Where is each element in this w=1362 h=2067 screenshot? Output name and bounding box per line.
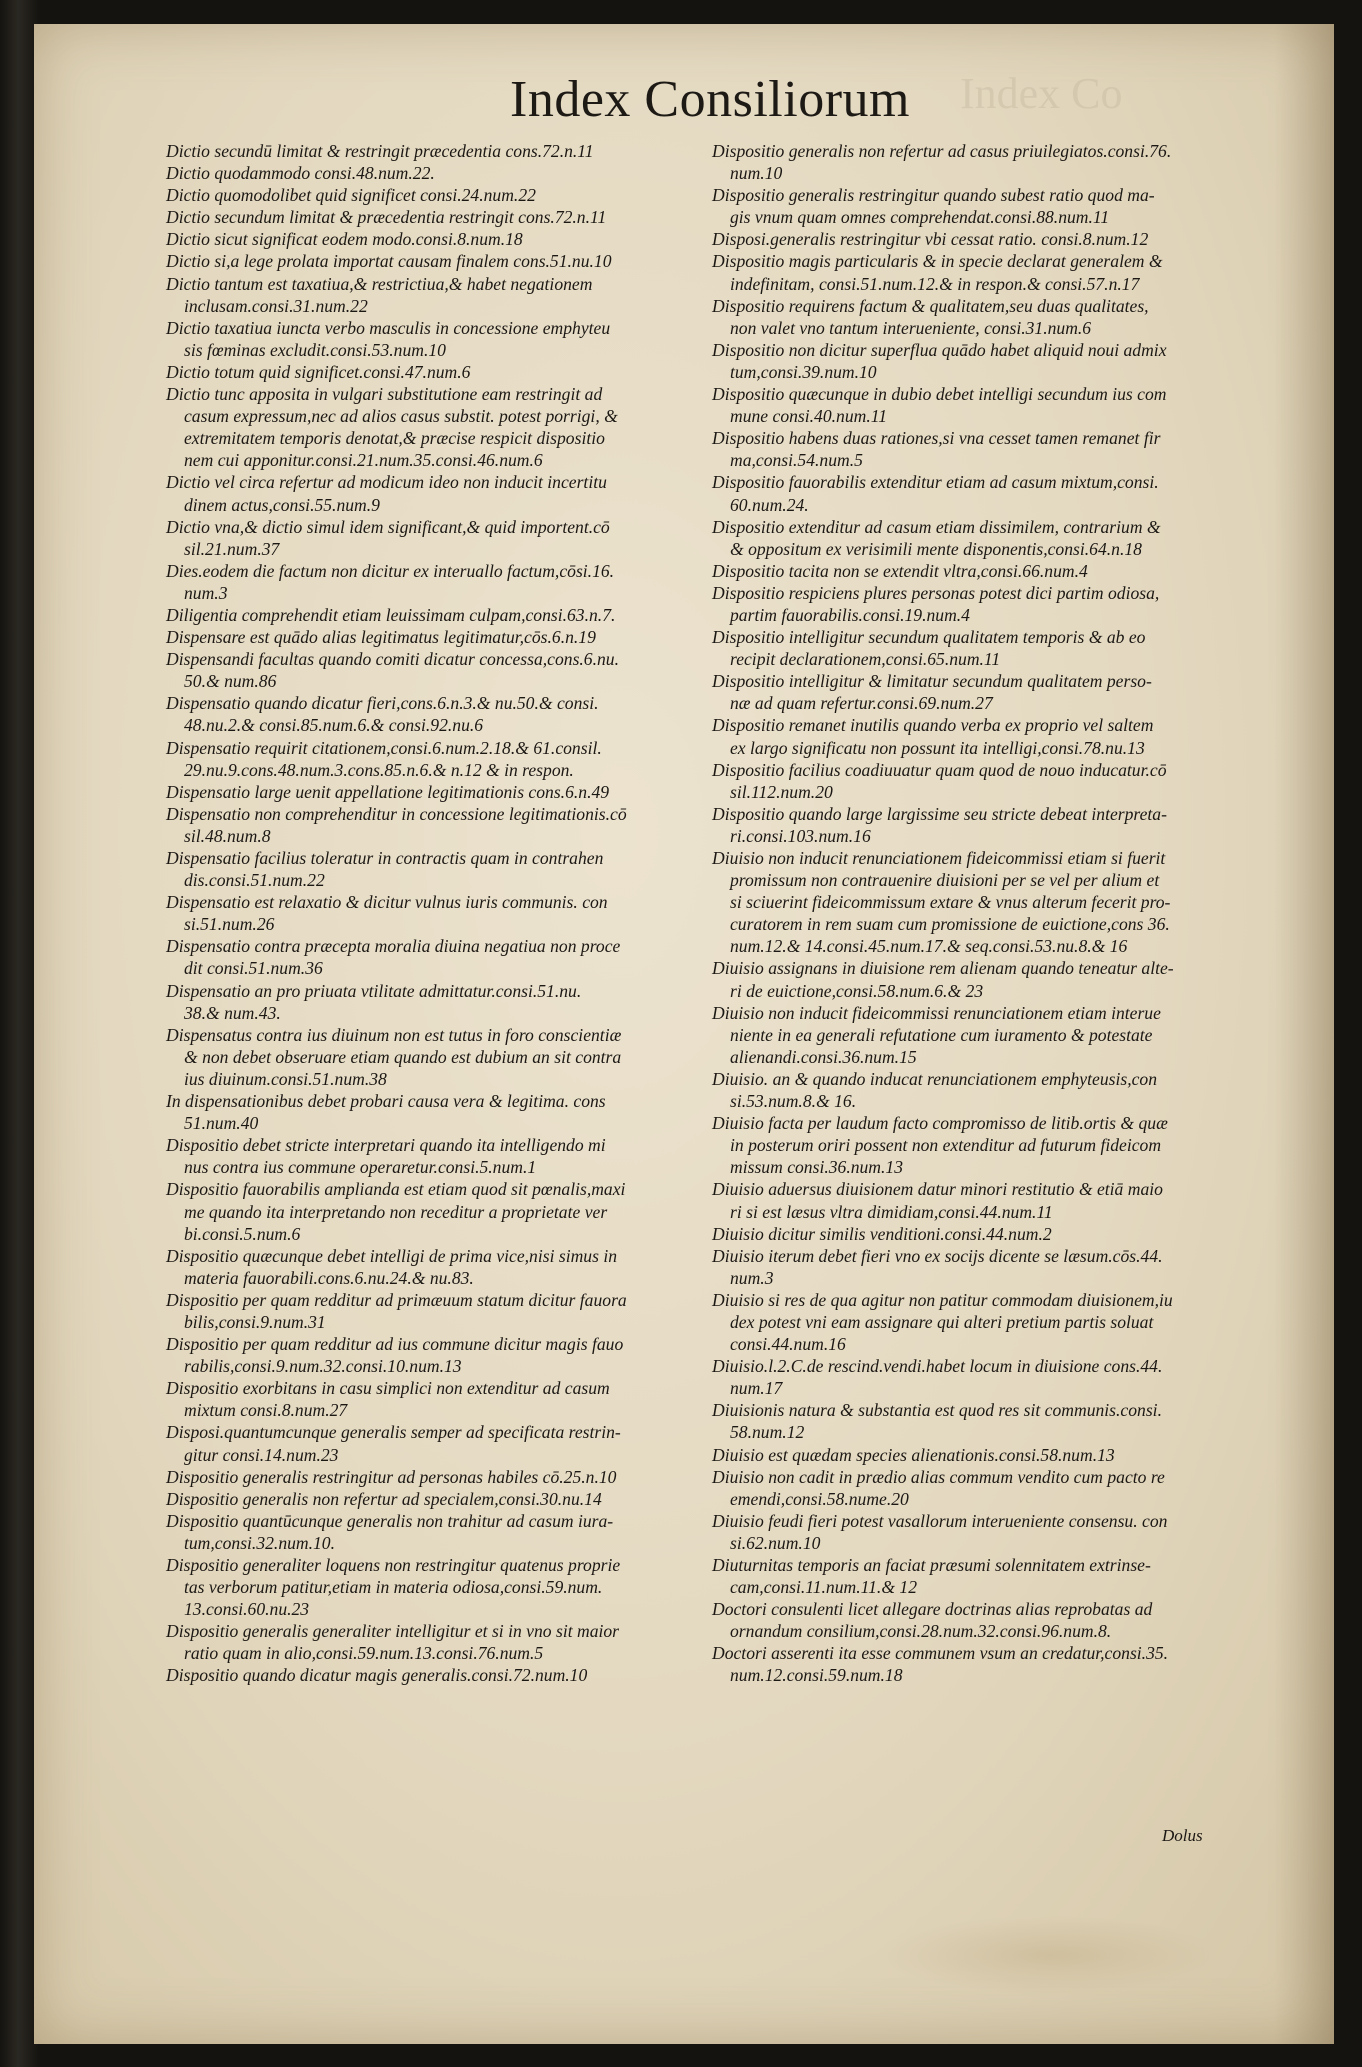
index-entry-continuation: cam,consi.11.num.11.& 12	[730, 1577, 917, 1598]
index-entry-line: Dispositio requirens factum & qualitatem,seu duas qualitates,	[712, 295, 1149, 316]
index-entry	[166, 206, 706, 228]
index-entry-line: Dictio quomodolibet quid significet consi.24.num.22	[166, 185, 536, 206]
index-entry-line: Diuisio non inducit fideicommissi renunciationem etiam interue	[712, 1002, 1161, 1023]
left-index-column	[166, 140, 706, 1687]
index-entry-line: Dictio quodammodo consi.48.num.22.	[166, 163, 435, 184]
index-entry-continuation: ex largo significatu non possunt ita intelligi,consi.78.nu.13	[730, 737, 1145, 758]
index-entry	[712, 759, 1268, 803]
index-entry-continuation: num.17	[730, 1378, 783, 1399]
index-entry	[712, 1554, 1268, 1598]
index-entry-continuation: ornandum consilium,consi.28.num.32.consi.96.num.8.	[730, 1621, 1112, 1642]
index-entry-line: Dispositio per quam redditur ad ius commune dicitur magis fauo	[166, 1334, 624, 1355]
index-entry	[712, 847, 1268, 957]
index-entry-continuation: sis fœminas excludit.consi.53.num.10	[184, 339, 446, 360]
index-entry	[166, 737, 706, 781]
index-entry	[166, 250, 706, 272]
index-entry-line: Dispositio tacita non se extendit vltra,consi.66.num.4	[712, 560, 1088, 581]
index-entry-line: Dispositio fauorabilis extenditur etiam ad casum mixtum,consi.	[712, 472, 1159, 493]
index-entry-line: Dispositio quantūcunque generalis non trahitur ad casum iura-	[166, 1510, 614, 1531]
index-entry-continuation: extremitatem temporis denotat,& præcise respicit dispositio	[184, 428, 605, 449]
index-entry-line: Dispositio exorbitans in casu simplici non extenditur ad casum	[166, 1378, 610, 1399]
index-entry	[712, 714, 1268, 758]
index-entry	[712, 516, 1268, 560]
index-entry-line: Dispositio generalis non refertur ad casus priuilegiatos.consi.76.	[712, 141, 1172, 161]
index-entry-continuation: mixtum consi.8.num.27	[184, 1400, 348, 1421]
index-entry-line: Dispensatio requirit citationem,consi.6.num.2.18.& 61.consil.	[166, 737, 602, 758]
index-entry-continuation: 51.num.40	[184, 1113, 259, 1134]
index-entry-line: In dispensationibus debet probari causa vera & legitima. cons	[166, 1091, 606, 1112]
index-entry-line: Dispositio quæcunque in dubio debet intelligi secundum ius com	[712, 384, 1167, 405]
index-entry-line: Dictio taxatiua iuncta verbo masculis in concessione emphyteu	[166, 317, 611, 338]
index-entry-line: Dispositio generalis generaliter intelligitur et si in vno sit maior	[166, 1621, 620, 1642]
index-entry-line: Dictio secundum limitat & præcedentia restringit cons.72.n.11	[166, 207, 607, 228]
index-entry-line: Dispositio habens duas rationes,si vna cesset tamen remanet fir	[712, 428, 1161, 449]
index-entry-line: Dictio tunc apposita in vulgari substitutione eam restringit ad	[166, 384, 603, 405]
index-entry-line: Dispensatio contra præcepta moralia diuina negatiua non proce	[166, 936, 621, 957]
index-entry-continuation: ri.consi.103.num.16	[730, 825, 871, 846]
right-index-column	[712, 140, 1268, 1687]
index-entry-line: Diuisio.l.2.C.de rescind.vendi.habet locum in diuisione cons.44.	[712, 1356, 1163, 1377]
index-entry-line: Dispositio per quam redditur ad primæuum statum dicitur fauora	[166, 1289, 627, 1310]
index-entry	[166, 383, 706, 471]
index-entry	[166, 516, 706, 560]
index-entry-continuation: rabilis,consi.9.num.32.consi.10.num.13	[184, 1356, 462, 1377]
index-entry-line: Dictio si,a lege prolata importat causam finalem cons.51.nu.10	[166, 251, 612, 272]
index-entry	[712, 1598, 1268, 1642]
index-entry-line: Diuisio non cadit in prædio alias commum vendito cum pacto re	[712, 1466, 1165, 1487]
index-entry	[712, 1068, 1268, 1112]
index-entry	[712, 1399, 1268, 1443]
index-entry	[712, 339, 1268, 383]
index-entry	[166, 891, 706, 935]
index-entry-continuation: 29.nu.9.cons.48.num.3.cons.85.n.6.& n.12 & in respon.	[184, 759, 574, 780]
index-entry-continuation: gis vnum quam omnes comprehendat.consi.88.num.11	[730, 207, 1110, 228]
index-entry	[712, 1289, 1268, 1355]
index-entry	[166, 980, 706, 1024]
index-entry-line: Dispositio debet stricte interpretari quando ita intelligendo mi	[166, 1135, 606, 1156]
index-entry-continuation: casum expressum,nec ad alios casus substit. potest porrigi, &	[184, 406, 618, 427]
index-entry-line: Dispositio intelligitur secundum qualitatem temporis & ab eo	[712, 627, 1146, 648]
index-entry-continuation: ri de euictione,consi.58.num.6.& 23	[730, 980, 984, 1001]
index-entry-line: Dispensatio large uenit appellatione legitimationis cons.6.n.49	[166, 781, 610, 802]
index-entry-continuation: gitur consi.14.num.23	[184, 1444, 339, 1465]
index-entry	[166, 1554, 706, 1620]
index-entry	[712, 1642, 1268, 1686]
index-entry-continuation: num.12.& 14.consi.45.num.17.& seq.consi.53.nu.8.& 16	[730, 936, 1128, 957]
index-entry	[166, 626, 706, 648]
index-entry-continuation: niente in ea generali refutatione cum iuramento & potestate	[730, 1024, 1153, 1045]
index-entry-continuation: mune consi.40.num.11	[730, 406, 888, 427]
index-entry-line: Diuisio assignans in diuisione rem alienam quando teneatur alte-	[712, 958, 1174, 979]
index-entry	[712, 803, 1268, 847]
index-entry-line: Dispensatus contra ius diuinum non est tutus in foro conscientiæ	[166, 1024, 622, 1045]
index-entry	[166, 1245, 706, 1289]
index-entry-continuation: 13.consi.60.nu.23	[184, 1599, 310, 1620]
index-entry-line: Diuisio dicitur similis venditioni.consi.44.num.2	[712, 1223, 1052, 1244]
index-entry-continuation: non valet vno tantum interueniente, consi.31.num.6	[730, 317, 1092, 338]
index-entry-continuation: num.12.consi.59.num.18	[730, 1665, 903, 1686]
index-entry-line: Dispositio quando large largissime seu stricte debeat interpreta-	[712, 803, 1167, 824]
index-entry-continuation: in posterum oriri possent non extenditur ad futurum fideicom	[730, 1135, 1162, 1156]
index-entry-continuation: ratio quam in alio,consi.59.num.13.consi.76.num.5	[184, 1643, 544, 1664]
index-entry-continuation: & non debet obseruare etiam quando est dubium an sit contra	[184, 1046, 622, 1067]
index-entry-line: Dictio tantum est taxatiua,& restrictiua,& habet negationem	[166, 273, 593, 294]
index-entry-line: Diuisio non inducit renunciationem fideicommissi etiam si fuerit	[712, 848, 1166, 868]
index-entry-line: Dictio sicut significat eodem modo.consi.8.num.18	[166, 229, 523, 250]
index-entry	[166, 140, 706, 162]
index-entry-continuation: si.53.num.8.& 16.	[730, 1091, 857, 1112]
index-entry-line: Dispensatio est relaxatio & dicitur vulnus iuris communis. con	[166, 892, 608, 913]
index-entry-line: Dispensatio facilius toleratur in contractis quam in contrahen	[166, 848, 604, 868]
paper-stain	[880, 1915, 1220, 1995]
index-entry	[712, 1466, 1268, 1510]
show-through-header: Index Co	[960, 69, 1123, 118]
index-entry-line: Dispositio intelligitur & limitatur secundum qualitatem perso-	[712, 671, 1152, 692]
index-entry-line: Dispensatio non comprehenditur in concessione legitimationis.cō	[166, 803, 627, 824]
index-entry	[712, 560, 1268, 582]
index-entry	[712, 626, 1268, 670]
index-entry	[166, 361, 706, 383]
index-entry-line: Dispensatio an pro priuata vtilitate admittatur.consi.51.nu.	[166, 980, 582, 1001]
index-entry-line: Diuisio si res de qua agitur non patitur commodam diuisionem,iu	[712, 1289, 1173, 1310]
index-entry-line: Diuisio. an & quando inducat renunciationem emphyteusis,con	[712, 1068, 1157, 1089]
index-entry-line: Dispensatio quando dicatur fieri,cons.6.n.3.& nu.50.& consi.	[166, 693, 599, 714]
index-entry-continuation: promissum non contrauenire diuisioni per se vel per alium et	[730, 870, 1160, 891]
index-entry-continuation: ma,consi.54.num.5	[730, 450, 863, 471]
index-entry-continuation: sil.48.num.8	[184, 825, 271, 846]
index-entry-continuation: bilis,consi.9.num.31	[184, 1311, 326, 1332]
index-entry-line: Diuisio facta per laudum facto compromisso de litib.ortis & quæ	[712, 1113, 1168, 1134]
index-entry-line: Dispositio non dicitur superflua quādo habet aliquid noui admix	[712, 339, 1167, 360]
index-entry	[712, 957, 1268, 1001]
index-entry-continuation: dex potest vni eam assignare qui alteri pretium partis soluat	[730, 1311, 1154, 1332]
index-entry-line: Dies.eodem die factum non dicitur ex interuallo factum,cōsi.16.	[166, 560, 615, 581]
catchword: Dolus	[1162, 1826, 1203, 1845]
index-entry-continuation: sil.21.num.37	[184, 538, 280, 559]
index-entry-continuation: indefinitam, consi.51.num.12.& in respon.& consi.57.n.17	[730, 273, 1140, 294]
index-entry	[712, 427, 1268, 471]
index-entry	[166, 317, 706, 361]
index-entry	[712, 1178, 1268, 1222]
index-entry	[712, 1444, 1268, 1466]
index-entry	[166, 692, 706, 736]
index-entry	[166, 1134, 706, 1178]
index-entry-continuation: 48.nu.2.& consi.85.num.6.& consi.92.nu.6	[184, 715, 484, 736]
page-title: Index Consiliorum	[510, 71, 910, 128]
index-entry-line: Dictio vel circa refertur ad modicum ideo non inducit incertitu	[166, 472, 607, 493]
index-entry	[166, 803, 706, 847]
index-entry-continuation: nem cui apponitur.consi.21.num.35.consi.46.num.6	[184, 450, 543, 471]
index-entry-continuation: sil.112.num.20	[730, 781, 833, 802]
index-entry	[166, 1620, 706, 1664]
index-entry	[712, 582, 1268, 626]
index-entry	[712, 1112, 1268, 1178]
index-entry	[712, 140, 1268, 184]
index-entry-line: Dispositio generalis restringitur ad personas habiles cō.25.n.10	[166, 1466, 617, 1487]
index-entry-line: Dispositio generalis restringitur quando subest ratio quod ma-	[712, 185, 1155, 206]
index-entry-line: Dictio totum quid significet.consi.47.num.6	[166, 361, 471, 382]
index-entry-continuation: consi.44.num.16	[730, 1334, 846, 1355]
index-entry-continuation: 60.num.24.	[730, 494, 809, 515]
index-entry-line: Disposi.generalis restringitur vbi cessat ratio. consi.8.num.12	[712, 229, 1149, 250]
index-entry	[166, 162, 706, 184]
index-entry-line: Diuisio iterum debet fieri vno ex socijs dicente se læsum.cōs.44.	[712, 1245, 1163, 1266]
index-entry	[712, 228, 1268, 250]
index-entry-continuation: næ ad quam refertur.consi.69.num.27	[730, 693, 993, 714]
index-entry-line: Diuisionis natura & substantia est quod res sit communis.consi.	[712, 1400, 1162, 1421]
index-entry-continuation: si.62.num.10	[730, 1532, 821, 1553]
index-entry-line: Dispositio respiciens plures personas potest dici partim odiosa,	[712, 582, 1160, 603]
index-entry-line: Dispensandi facultas quando comiti dicatur concessa,cons.6.nu.	[166, 649, 619, 670]
index-entry-line: Dictio vna,& dictio simul idem significant,& quid importent.cō	[166, 516, 610, 537]
index-entry-continuation: curatorem in rem suam cum promissione de euictione,cons 36.	[730, 914, 1170, 935]
index-entry	[166, 604, 706, 626]
index-entry-continuation: tum,consi.39.num.10	[730, 361, 877, 382]
index-entry-continuation: missum consi.36.num.13	[730, 1157, 904, 1178]
index-entry-line: Diuturnitas temporis an faciat præsumi solennitatem extrinse-	[712, 1555, 1151, 1575]
index-entry	[166, 1377, 706, 1421]
index-entry-continuation: alienandi.consi.36.num.15	[730, 1046, 917, 1067]
index-entry	[166, 935, 706, 979]
index-entry	[166, 648, 706, 692]
index-entry	[712, 1355, 1268, 1399]
index-entry	[712, 670, 1268, 714]
index-entry	[712, 1223, 1268, 1245]
index-entry-continuation: tas verborum patitur,etiam in materia odiosa,consi.59.num.	[184, 1577, 603, 1598]
index-entry	[712, 184, 1268, 228]
index-entry	[712, 471, 1268, 515]
index-entry-continuation: dinem actus,consi.55.num.9	[184, 494, 380, 515]
index-entry-line: Dispositio extenditur ad casum etiam dissimilem, contrarium &	[712, 516, 1161, 537]
page-edge-shadow	[1274, 24, 1334, 2044]
index-entry	[166, 471, 706, 515]
index-entry-line: Dispositio facilius coadiuuatur quam quod de nouo inducatur.cō	[712, 759, 1167, 780]
index-entry-line: Dispositio generalis non refertur ad specialem,consi.30.nu.14	[166, 1488, 602, 1509]
index-entry-line: Dispositio magis particularis & in specie declarat generalem &	[712, 251, 1163, 272]
index-entry	[712, 1510, 1268, 1554]
index-entry	[166, 1090, 706, 1134]
index-entry-line: Dispositio fauorabilis amplianda est etiam quod sit pœnalis,maxi	[166, 1179, 626, 1200]
index-entry-continuation: 38.& num.43.	[184, 1002, 281, 1023]
index-entry-continuation: dit consi.51.num.36	[184, 958, 323, 979]
index-entry	[166, 228, 706, 250]
index-entry-line: Diuisio feudi fieri potest vasallorum interueniente consensu. con	[712, 1510, 1168, 1531]
index-entry-continuation: recipit declarationem,consi.65.num.11	[730, 649, 1001, 670]
index-entry-continuation: emendi,consi.58.nume.20	[730, 1488, 909, 1509]
index-entry	[712, 1245, 1268, 1289]
index-entry	[166, 1289, 706, 1333]
index-entry-line: Dispositio quando dicatur magis generalis.consi.72.num.10	[166, 1665, 588, 1686]
index-entry-line: Doctori asserenti ita esse communem vsum an credatur,consi.35.	[712, 1643, 1169, 1664]
index-entry	[166, 273, 706, 317]
index-entry-continuation: ius diuinum.consi.51.num.38	[184, 1068, 387, 1089]
index-entry-continuation: si sciuerint fideicommissum extare & vnus alterum fecerit pro-	[730, 892, 1171, 913]
index-entry-line: Diuisio aduersus diuisionem datur minori restitutio & etiā maio	[712, 1179, 1163, 1200]
index-entry-line: Dispensare est quādo alias legitimatus legitimatur,cōs.6.n.19	[166, 627, 596, 648]
index-entry-continuation: num.3	[184, 582, 228, 603]
index-entry	[166, 1510, 706, 1554]
index-entry-continuation: tum,consi.32.num.10.	[184, 1532, 336, 1553]
index-entry-line: Dispositio remanet inutilis quando verba ex proprio vel saltem	[712, 715, 1154, 736]
index-entry	[712, 295, 1268, 339]
index-entry-continuation: ri si est læsus vltra dimidiam,consi.44.num.11	[730, 1201, 1053, 1222]
index-entry-line: Diligentia comprehendit etiam leuissimam culpam,consi.63.n.7.	[166, 604, 616, 625]
index-entry-line: Disposi.quantumcunque generalis semper ad specificata restrin-	[166, 1422, 621, 1443]
index-entry-continuation: 50.& num.86	[184, 671, 277, 692]
index-entry	[166, 1178, 706, 1244]
index-entry-continuation: nus contra ius commune operaretur.consi.5.num.1	[184, 1157, 537, 1178]
index-entry-continuation: num.3	[730, 1267, 774, 1288]
index-entry-line: Doctori consulenti licet allegare doctrinas alias reprobatas ad	[712, 1599, 1153, 1620]
index-entry-continuation: num.10	[730, 163, 783, 184]
index-entry-continuation: partim fauorabilis.consi.19.num.4	[730, 604, 970, 625]
index-entry-line: Diuisio est quædam species alienationis.consi.58.num.13	[712, 1444, 1115, 1465]
index-entry	[166, 1466, 706, 1488]
index-entry-continuation: materia fauorabili.cons.6.nu.24.& nu.83.	[184, 1267, 474, 1288]
index-entry	[166, 1488, 706, 1510]
index-entry	[166, 1421, 706, 1465]
index-entry	[712, 250, 1268, 294]
index-entry	[166, 1333, 706, 1377]
index-entry	[166, 781, 706, 803]
index-entry-continuation: 58.num.12	[730, 1422, 805, 1443]
index-entry	[166, 560, 706, 604]
index-entry-continuation: inclusam.consi.31.num.22	[184, 295, 368, 316]
index-entry-line: Dictio secundū limitat & restringit præcedentia cons.72.n.11	[166, 141, 594, 161]
index-entry	[712, 383, 1268, 427]
index-entry	[166, 1664, 706, 1686]
index-entry-line: Dispositio quæcunque debet intelligi de prima vice,nisi simus in	[166, 1245, 618, 1266]
index-entry	[166, 847, 706, 891]
index-entry-continuation: bi.consi.5.num.6	[184, 1223, 301, 1244]
index-entry-continuation: me quando ita interpretando non receditur a proprietate ver	[184, 1201, 608, 1222]
index-entry-line: Dispositio generaliter loquens non restringitur quatenus proprie	[166, 1555, 621, 1575]
index-entry-continuation: & oppositum ex verisimili mente disponentis,consi.64.n.18	[730, 538, 1142, 559]
index-entry	[712, 1002, 1268, 1068]
index-entry-continuation: dis.consi.51.num.22	[184, 870, 325, 891]
index-entry	[166, 1024, 706, 1090]
index-entry	[166, 184, 706, 206]
index-entry-continuation: si.51.num.26	[184, 914, 275, 935]
